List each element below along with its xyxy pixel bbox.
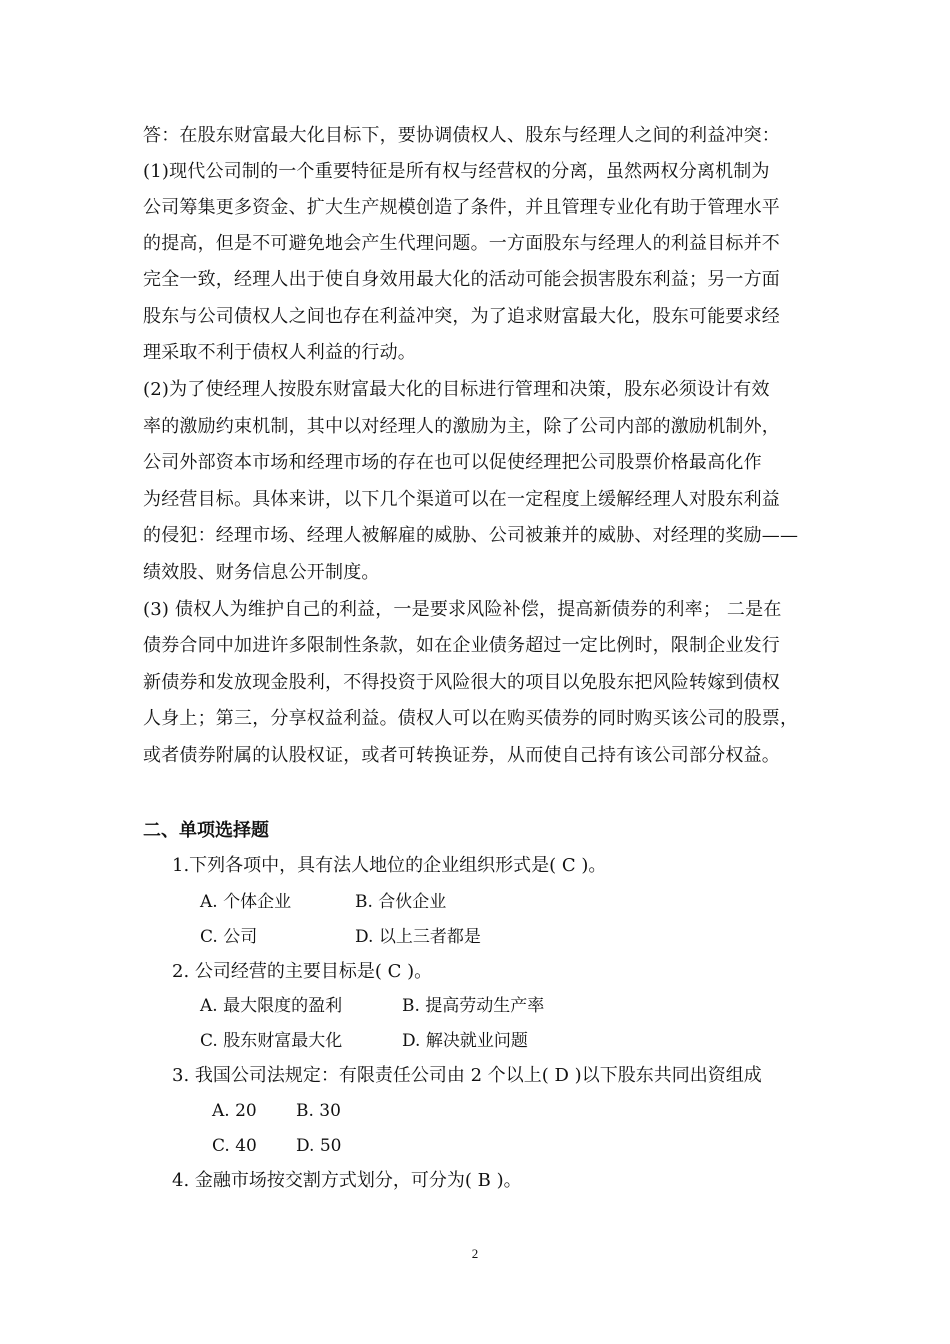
answer-line: 公司外部资本市场和经理市场的存在也可以促使经理把公司股票价格最高化作 xyxy=(143,452,762,473)
answer-line: 新债券和发放现金股利，不得投资于风险很大的项目以免股东把风险转嫁到债权 xyxy=(143,672,780,693)
section-heading: 二、单项选择题 xyxy=(143,820,269,841)
answer-line: 答：在股东财富最大化目标下，要协调债权人、股东与经理人之间的利益冲突： xyxy=(143,125,780,146)
answer-line: 公司筹集更多资金、扩大生产规模创造了条件，并且管理专业化有助于管理水平 xyxy=(143,197,780,218)
option-d: D. 解决就业问题 xyxy=(402,1031,528,1051)
answer-line: (2)为了使经理人按股东财富最大化的目标进行管理和决策，股东必须设计有效 xyxy=(143,379,770,400)
option-c: C. 40 xyxy=(212,1136,257,1156)
option-b: B. 提高劳动生产率 xyxy=(402,996,545,1016)
question-stem: 3. 我国公司法规定：有限责任公司由 2 个以上( D )以下股东共同出资组成 xyxy=(172,1065,762,1086)
option-c: C. 股东财富最大化 xyxy=(200,1031,343,1051)
answer-line: 的提高，但是不可避免地会产生代理问题。一方面股东与经理人的利益目标并不 xyxy=(143,233,780,254)
option-a: A. 个体企业 xyxy=(200,892,292,912)
answer-line: 或者债券附属的认股权证，或者可转换证券，从而使自己持有该公司部分权益。 xyxy=(143,745,780,766)
option-c: C. 公司 xyxy=(200,927,258,947)
question-stem: 4. 金融市场按交割方式划分，可分为( B )。 xyxy=(172,1170,522,1191)
answer-line: 股东与公司债权人之间也存在利益冲突，为了追求财富最大化，股东可能要求经 xyxy=(143,306,780,327)
option-d: D. 50 xyxy=(296,1136,342,1156)
answer-line: 绩效股、财务信息公开制度。 xyxy=(143,562,380,583)
answer-line: 的侵犯：经理市场、经理人被解雇的威胁、公司被兼并的威胁、对经理的奖励—— xyxy=(143,525,799,546)
option-a: A. 20 xyxy=(212,1101,257,1121)
answer-line: 人身上；第三，分享权益利益。债权人可以在购买债券的同时购买该公司的股票， xyxy=(143,708,799,729)
question-stem: 1.下列各项中，具有法人地位的企业组织形式是( C )。 xyxy=(172,855,607,876)
option-d: D. 以上三者都是 xyxy=(355,927,481,947)
answer-line: 率的激励约束机制，其中以对经理人的激励为主，除了公司内部的激励机制外， xyxy=(143,416,780,437)
page-number: 2 xyxy=(471,1246,479,1261)
answer-line: (1)现代公司制的一个重要特征是所有权与经营权的分离，虽然两权分离机制为 xyxy=(143,161,770,182)
question-stem: 2. 公司经营的主要目标是( C )。 xyxy=(172,961,433,982)
answer-line: (3) 债权人为维护自己的利益，一是要求风险补偿，提高新债券的利率； 二是在 xyxy=(143,599,782,620)
answer-line: 债券合同中加进许多限制性条款，如在企业债务超过一定比例时，限制企业发行 xyxy=(143,635,780,656)
option-a: A. 最大限度的盈利 xyxy=(200,996,343,1016)
answer-line: 理采取不利于债权人利益的行动。 xyxy=(143,342,416,363)
option-b: B. 合伙企业 xyxy=(355,892,447,912)
answer-line: 为经营目标。具体来讲，以下几个渠道可以在一定程度上缓解经理人对股东利益 xyxy=(143,489,780,510)
option-b: B. 30 xyxy=(296,1101,341,1121)
answer-line: 完全一致，经理人出于使自身效用最大化的活动可能会损害股东利益；另一方面 xyxy=(143,269,780,290)
